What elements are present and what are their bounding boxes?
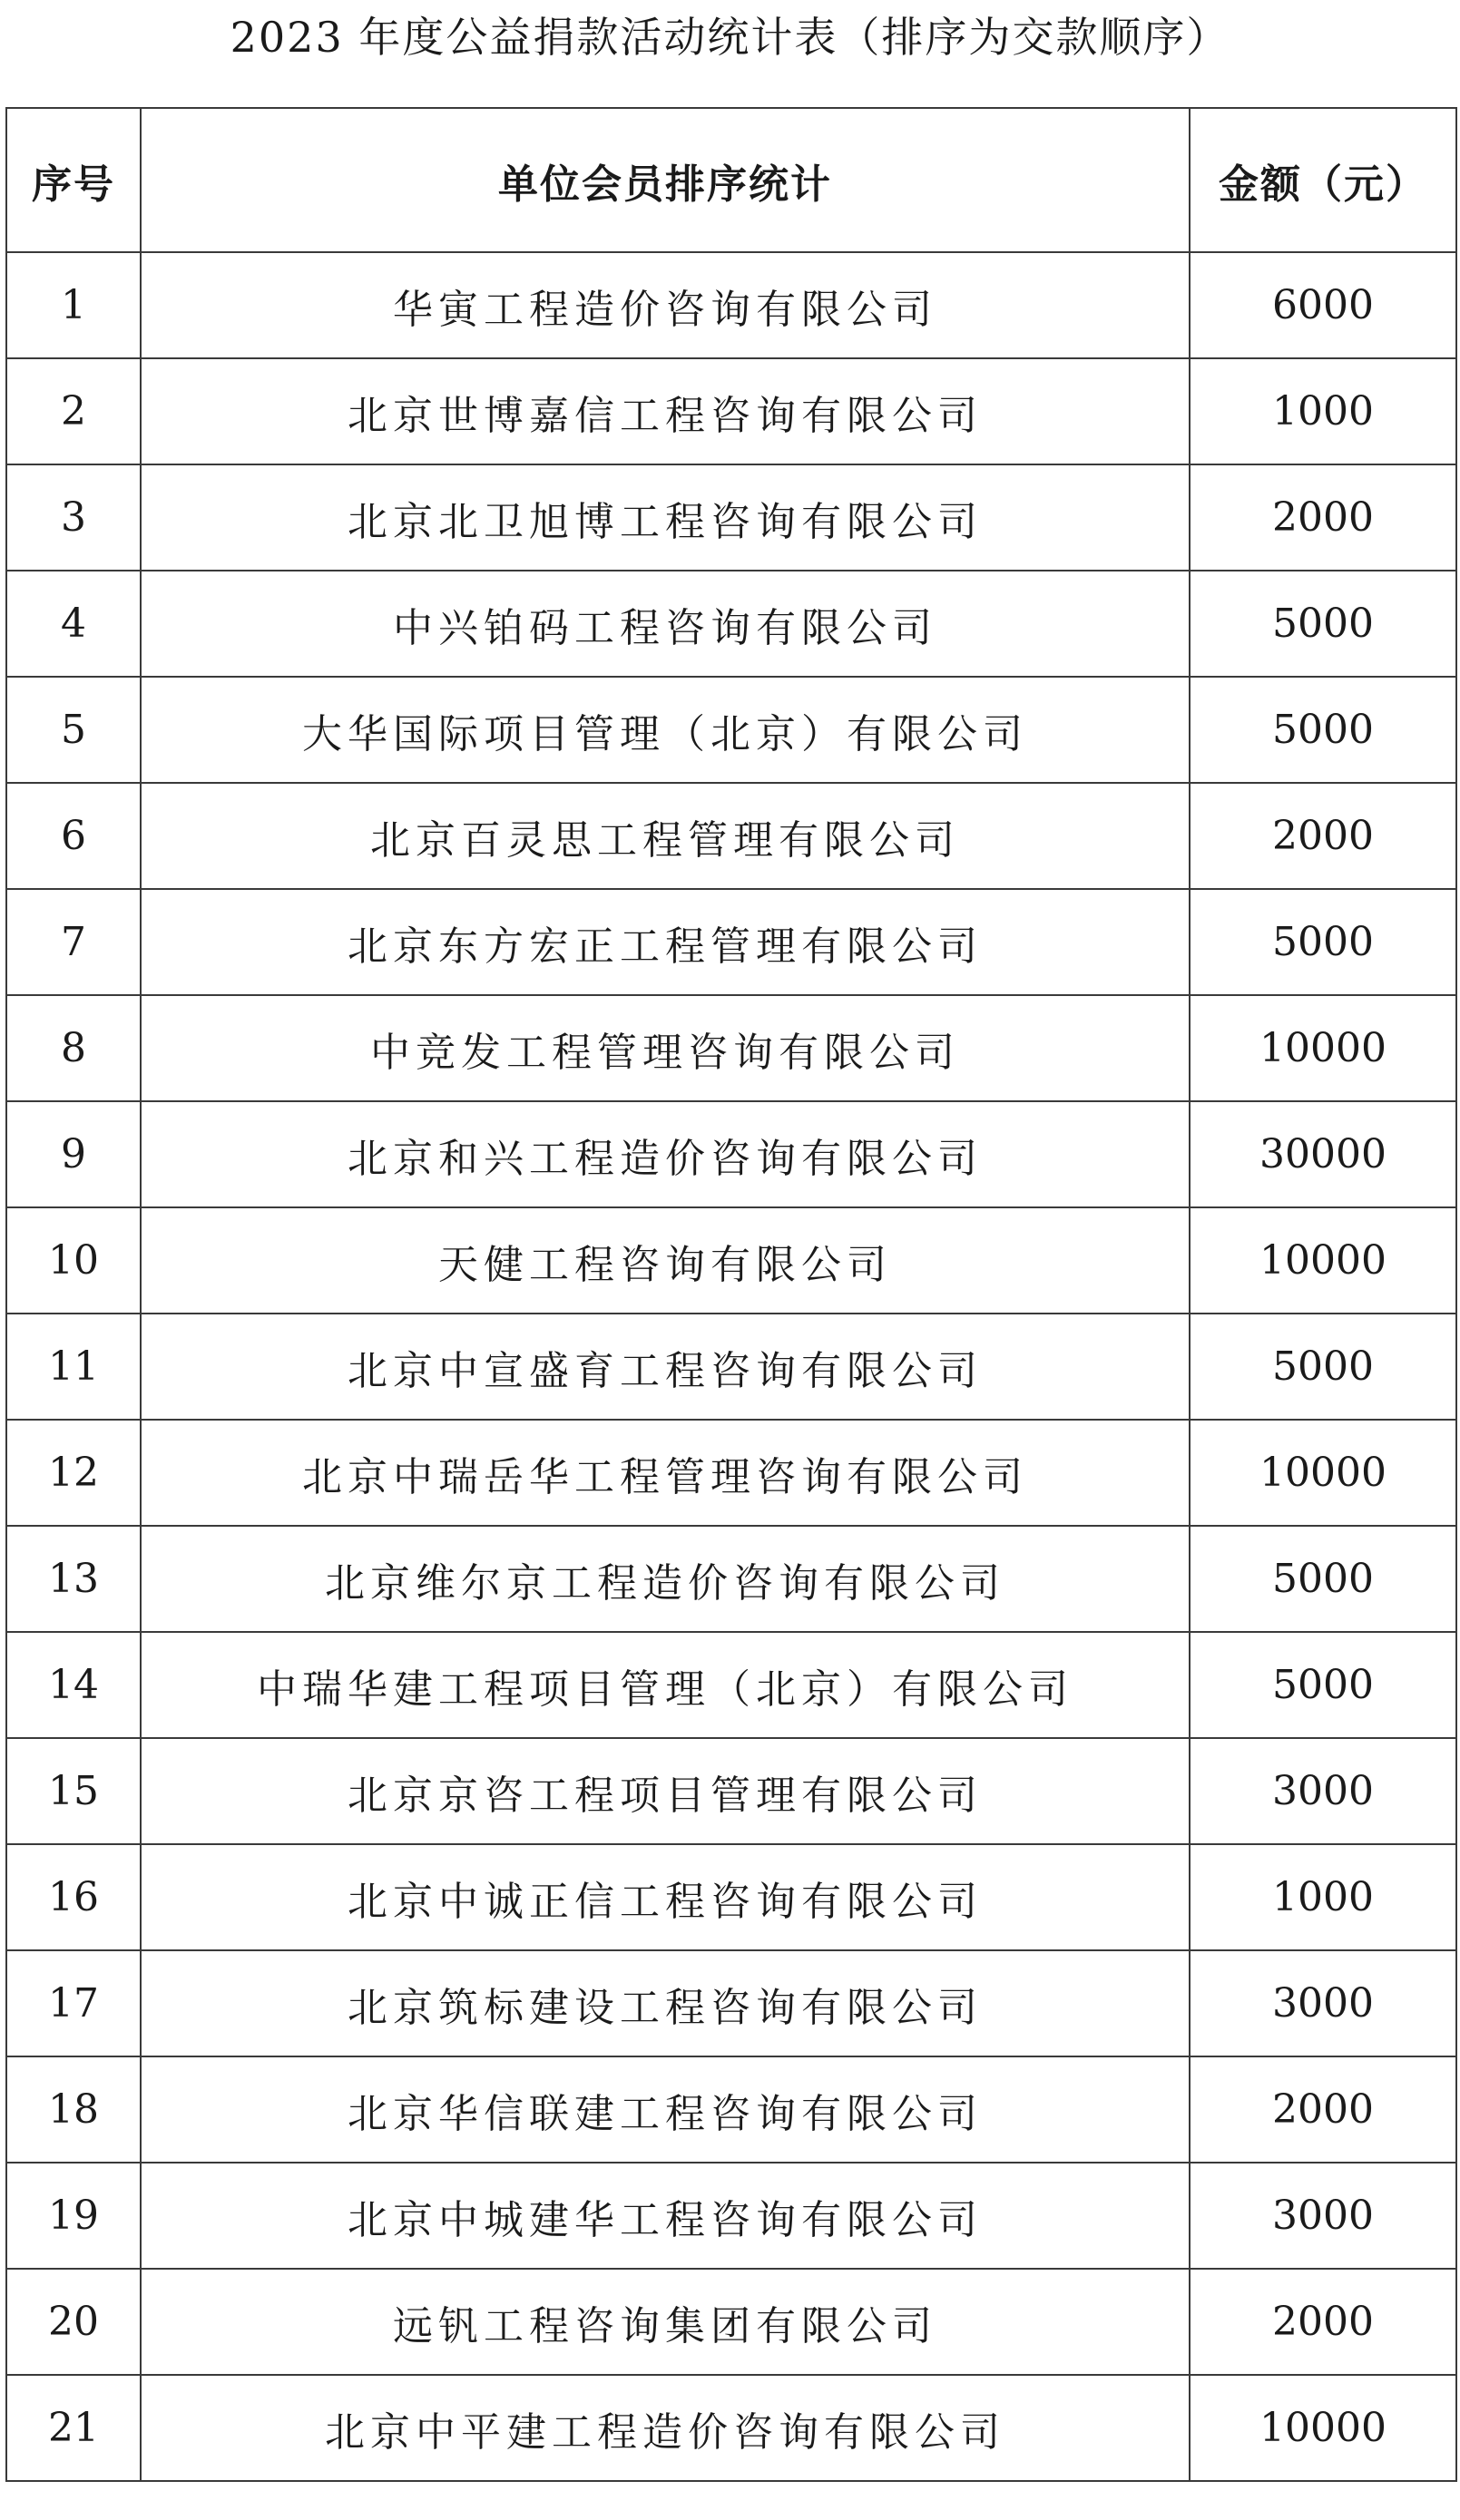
- seq-cell: 16: [6, 1844, 141, 1950]
- table-row: [6, 1420, 1456, 1526]
- company-cell: 北京和兴工程造价咨询有限公司: [141, 1101, 1190, 1207]
- table-row: [6, 783, 1456, 889]
- company-cell: 北京中宣盛育工程咨询有限公司: [141, 1314, 1190, 1420]
- amount-cell: 10000: [1190, 995, 1456, 1101]
- amount-cell: 5000: [1190, 889, 1456, 995]
- table-header-row: [6, 108, 1456, 252]
- table-row: [6, 2056, 1456, 2163]
- seq-cell: 21: [6, 2375, 141, 2481]
- seq-cell: 9: [6, 1101, 141, 1207]
- amount-cell: 30000: [1190, 1101, 1456, 1207]
- amount-cell: 5000: [1190, 677, 1456, 783]
- company-cell: 北京中城建华工程咨询有限公司: [141, 2163, 1190, 2269]
- company-cell: 北京华信联建工程咨询有限公司: [141, 2056, 1190, 2163]
- company-cell: 北京北卫旭博工程咨询有限公司: [141, 464, 1190, 571]
- amount-cell: 10000: [1190, 1420, 1456, 1526]
- amount-cell: 5000: [1190, 571, 1456, 677]
- seq-cell: 14: [6, 1632, 141, 1738]
- company-cell: 北京中瑞岳华工程管理咨询有限公司: [141, 1420, 1190, 1526]
- seq-cell: 18: [6, 2056, 141, 2163]
- amount-cell: 10000: [1190, 1207, 1456, 1314]
- company-cell: 北京京咨工程项目管理有限公司: [141, 1738, 1190, 1844]
- company-cell: 北京百灵思工程管理有限公司: [141, 783, 1190, 889]
- company-cell: 中瑞华建工程项目管理（北京）有限公司: [141, 1632, 1190, 1738]
- company-cell: 北京筑标建设工程咨询有限公司: [141, 1950, 1190, 2056]
- seq-cell: 4: [6, 571, 141, 677]
- seq-cell: 17: [6, 1950, 141, 2056]
- seq-cell: 10: [6, 1207, 141, 1314]
- amount-cell: 1000: [1190, 358, 1456, 464]
- donation-table: [5, 107, 1457, 2482]
- amount-cell: 5000: [1190, 1632, 1456, 1738]
- amount-cell: 2000: [1190, 2269, 1456, 2375]
- table-row: [6, 1950, 1456, 2056]
- table-row: [6, 1738, 1456, 1844]
- amount-cell: 5000: [1190, 1526, 1456, 1632]
- table-row: [6, 571, 1456, 677]
- seq-cell: 5: [6, 677, 141, 783]
- amount-cell: 2000: [1190, 783, 1456, 889]
- seq-cell: 13: [6, 1526, 141, 1632]
- header-seq: 序号: [6, 108, 141, 252]
- company-cell: 天健工程咨询有限公司: [141, 1207, 1190, 1314]
- seq-cell: 7: [6, 889, 141, 995]
- seq-cell: 1: [6, 252, 141, 358]
- table-row: [6, 1314, 1456, 1420]
- table-row: [6, 1101, 1456, 1207]
- table-row: [6, 1207, 1456, 1314]
- header-amount: 金额（元）: [1190, 108, 1456, 252]
- amount-cell: 2000: [1190, 464, 1456, 571]
- company-cell: 华寅工程造价咨询有限公司: [141, 252, 1190, 358]
- amount-cell: 1000: [1190, 1844, 1456, 1950]
- table-row: [6, 1632, 1456, 1738]
- company-cell: 北京东方宏正工程管理有限公司: [141, 889, 1190, 995]
- seq-cell: 6: [6, 783, 141, 889]
- company-cell: 北京中平建工程造价咨询有限公司: [141, 2375, 1190, 2481]
- company-cell: 北京维尔京工程造价咨询有限公司: [141, 1526, 1190, 1632]
- table-row: [6, 1844, 1456, 1950]
- table-row: [6, 358, 1456, 464]
- company-cell: 中竞发工程管理咨询有限公司: [141, 995, 1190, 1101]
- table-row: [6, 464, 1456, 571]
- amount-cell: 2000: [1190, 2056, 1456, 2163]
- seq-cell: 12: [6, 1420, 141, 1526]
- company-cell: 大华国际项目管理（北京）有限公司: [141, 677, 1190, 783]
- amount-cell: 6000: [1190, 252, 1456, 358]
- company-cell: 北京世博嘉信工程咨询有限公司: [141, 358, 1190, 464]
- page-title: 2023 年度公益捐款活动统计表（排序为交款顺序）: [230, 13, 1230, 62]
- seq-cell: 15: [6, 1738, 141, 1844]
- seq-cell: 11: [6, 1314, 141, 1420]
- seq-cell: 19: [6, 2163, 141, 2269]
- company-cell: 北京中诚正信工程咨询有限公司: [141, 1844, 1190, 1950]
- seq-cell: 3: [6, 464, 141, 571]
- company-cell: 中兴铂码工程咨询有限公司: [141, 571, 1190, 677]
- seq-cell: 8: [6, 995, 141, 1101]
- table-row: [6, 2269, 1456, 2375]
- table-row: [6, 1526, 1456, 1632]
- table-row: [6, 889, 1456, 995]
- table-row: [6, 995, 1456, 1101]
- seq-cell: 2: [6, 358, 141, 464]
- table-body: [6, 252, 1456, 2481]
- amount-cell: 10000: [1190, 2375, 1456, 2481]
- table-row: [6, 2163, 1456, 2269]
- amount-cell: 3000: [1190, 1738, 1456, 1844]
- table-row: [6, 252, 1456, 358]
- amount-cell: 5000: [1190, 1314, 1456, 1420]
- seq-cell: 20: [6, 2269, 141, 2375]
- amount-cell: 3000: [1190, 1950, 1456, 2056]
- company-cell: 远钒工程咨询集团有限公司: [141, 2269, 1190, 2375]
- table-row: [6, 677, 1456, 783]
- table-row: [6, 2375, 1456, 2481]
- header-company: 单位会员排序统计: [141, 108, 1190, 252]
- amount-cell: 3000: [1190, 2163, 1456, 2269]
